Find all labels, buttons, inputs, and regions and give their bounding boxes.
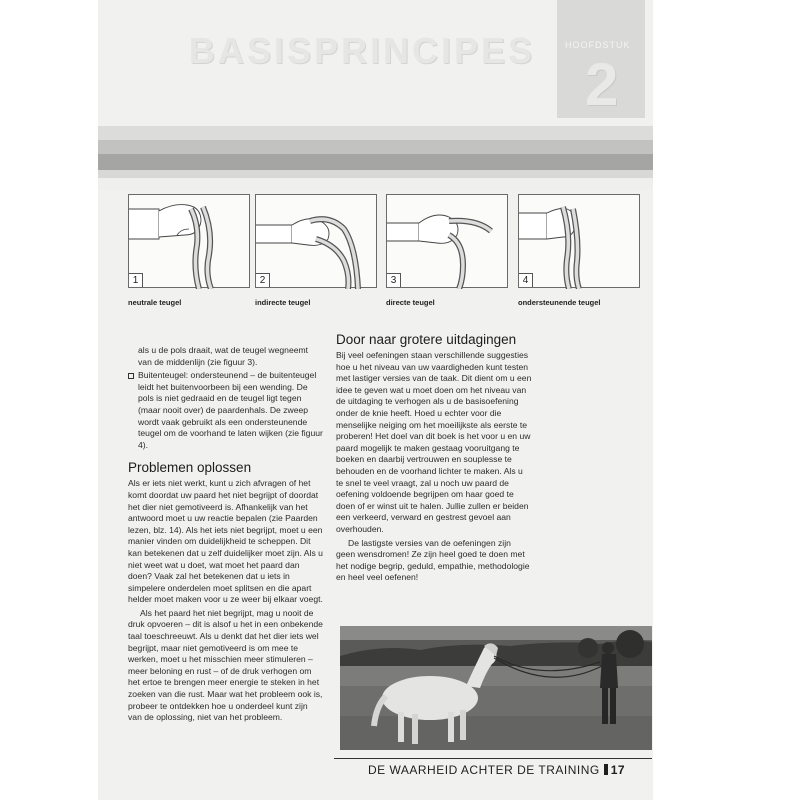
chapter-label: HOOFDSTUK [565,40,631,50]
running-title: DE WAARHEID ACHTER DE TRAINING [368,763,600,777]
bullet-text: Buitenteugel: ondersteunend – de buitenteugel leidt het buitenvoorbeen bij een wending. De pols is niet gedraaid en de teugel ligt tegen (maar nooit over) de paardenhals. De zweep wordt vaak gebruikt als een ondersteunende teugel om de voorhand te laten wijken (zie figuur 4). [138,370,323,450]
chapter-title: BASISPRINCIPES [188,30,535,71]
section-heading-problems: Problemen oplossen [128,460,252,476]
paragraph: Bij veel oefeningen staan verschillende suggesties hoe u het niveau van uw vaardigheden kunt testen met lastiger versies van de taak. Dit dient om u een idee te geven wat u moet doen om het niveau van de uitdaging te verhogen als u de basisoefening onder de knie heeft. Hoed u echter voor die menselijke neiging om het moeilijkste als eerste te proberen! Het doel van dit boek is het voor u en uw paard mogelijk te maken gestaag vooruitgang te boeken en daarbij vertrouwen en souplesse te behouden en de voorhand lichter te maken. Als u te snel te veel vraagt, zal u noch uw paard de oefening voldoende begrijpen om haar goed te doen of er winst uit te halen. Jullie zullen er beiden een verkeerd, verward en gestrest gevoel aan overhouden. [336,350,532,534]
horse-and-handler-image [340,626,652,750]
figure-caption: directe teugel [386,298,435,307]
paragraph: Als het paard het niet begrijpt, mag u nooit de druk opvoeren – dit is alsof u het in een onbekende taal toeschreeuwt. Als u denkt dat het dier iets wel begrijpt, maar niet gemotiveerd is om mee te werken, moet u het misschien meer stimuleren – meer beloning en rust – of de druk verhogen om het ertoe te brengen meer energie te steken in het zoeken van die rust. Maar wat het probleem ook is, probeer te ontdekken hoe u onderdeel kunt zijn van de oplossing, niet van het probleem. [128,607,323,723]
page-footer [368,763,625,777]
page-number: 17 [610,763,626,777]
paragraph: De lastigste versies van de oefeningen zijn geen wensdromen! Ze zijn heel goed te doen met het nodige begrip, geduld, empathie, methodologie en heel veel oefenen! [336,537,530,583]
figure-neutral-rein [128,194,250,288]
hand-rein-drawing-3 [387,195,509,289]
figure-direct-rein [386,194,508,288]
right-text-column [336,333,532,586]
figure-caption: ondersteunende teugel [518,298,601,307]
chapter-header [98,0,653,190]
paragraph: Als er iets niet werkt, kunt u zich afvragen of het komt doordat uw paard het niet begrijpt of doordat het dier niet gemotiveerd is. Afhankelijk van het antwoord moet u uw reactie bepalen (zie Paarden lezen, blz. 14). Als het iets niet begrijpt, moet u een manier vinden om duidelijkheid te scheppen. Dit kan betekenen dat u zelf duidelijker moet zijn. Als u niet weet wat u doet, wat moet het paard dan doen? Vaak zal het betekenen dat u iets in simpelere onderdelen moet splitsen en die apart helder moet maken voor u ze weer bij elkaar voegt. [128,478,323,605]
hand-rein-drawing-4 [519,195,641,289]
figure-number: 3 [387,273,401,287]
header-stripes [98,126,653,190]
book-page [98,0,653,800]
rein-figures [128,194,646,314]
bullet-item [128,370,323,451]
section-heading-challenges: Door naar grotere uitdagingen [336,332,517,347]
figure-caption: indirecte teugel [255,298,311,307]
figure-caption: neutrale teugel [128,298,182,307]
footer-separator [604,764,608,775]
hand-rein-drawing-1 [129,195,251,289]
figure-number: 4 [519,273,533,287]
chapter-tab [557,0,645,118]
figure-number: 2 [256,273,270,287]
intro-continuation: als u de pols draait, wat de teugel wegneemt van de middenlijn (zie figuur 3). [138,345,309,367]
hand-rein-drawing-2 [256,195,378,289]
footer-rule [334,758,652,759]
left-text-column [128,345,323,726]
figure-number: 1 [129,273,143,287]
horse-photo [340,626,652,750]
figure-indirect-rein [255,194,377,288]
checkbox-bullet-icon [128,373,134,379]
figure-supporting-rein [518,194,640,288]
chapter-number: 2 [585,51,619,118]
